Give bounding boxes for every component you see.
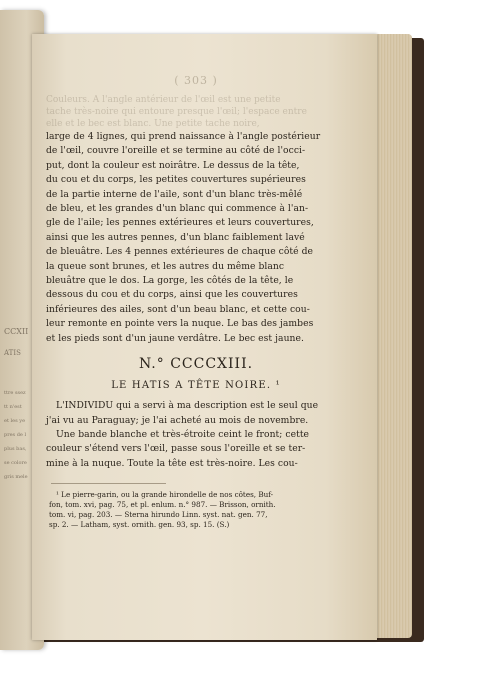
- body-text-line: leur remonte en pointe vers la nuque. Le bas des jambes: [46, 318, 314, 330]
- section-number: N.° CCCCXIII.: [138, 356, 254, 373]
- section-title: LE HATIS A TÊTE NOIRE. ¹: [111, 380, 281, 392]
- left-page-fragment: ATIS: [4, 349, 21, 357]
- footnote-rule: [51, 483, 166, 484]
- left-page-fragment: et les ye: [4, 418, 26, 424]
- bleed-through-line: elle et le bec est blanc. Une petite tache noire,: [46, 119, 260, 129]
- body-text-line: bleuâtre que le dos. La gorge, les côtés de la tête, le: [46, 275, 294, 287]
- left-page-fragment: ttre ssez: [4, 390, 26, 396]
- footnote-line: fon, tom. xvi, pag. 75, et pl. enlum. n.° 987. — Brisson, ornith.: [49, 500, 276, 510]
- left-page-fragment: tt n'est: [4, 404, 22, 410]
- section-text-line: couleur s'étend vers l'œil, passe sous l'oreille et se ter-: [46, 443, 306, 455]
- left-page-fragment: CCXII: [4, 327, 29, 336]
- bleed-through-line: Couleurs. A l'angle antérieur de l'œil est une petite: [46, 95, 281, 105]
- footnote-line: sp. 2. — Latham, syst. ornith. gen. 93, sp. 15. (S.): [49, 520, 230, 530]
- section-text-line: mine à la nuque. Toute la tête est très-noire. Les cou-: [46, 457, 298, 469]
- page-block-edges: [372, 34, 412, 638]
- book-page: [32, 34, 377, 640]
- body-text-line: de la partie interne de l'aile, sont d'un blanc très-mêlé: [46, 188, 303, 200]
- body-text-line: dessous du cou et du corps, ainsi que les couvertures: [46, 289, 298, 301]
- bleed-through-line: tache très-noire qui entoure presque l'œil; l'espace entre: [46, 107, 307, 117]
- body-text-line: de l'œil, couvre l'oreille et se termine au côté de l'occi-: [46, 145, 306, 157]
- section-text-line: j'ai vu au Paraguay; je l'ai acheté au mois de novembre.: [46, 414, 309, 426]
- page-number: ( 303 ): [174, 74, 218, 87]
- page-text-area: [46, 74, 346, 530]
- left-page-fragment: pres de l: [4, 432, 27, 438]
- body-text-line: inférieures des ailes, sont d'un beau blanc, et cette cou-: [46, 303, 310, 315]
- body-text-line: et les pieds sont d'un jaune verdâtre. Le bec est jaune.: [46, 332, 304, 344]
- left-page-fragment: plus bas,: [4, 446, 27, 452]
- left-page-fragment: se colore: [4, 460, 27, 466]
- body-text-line: du cou et du corps, les petites couvertures supérieures: [46, 174, 306, 186]
- body-text-line: de bleu, et les grandes d'un blanc qui commence à l'an-: [46, 203, 309, 215]
- body-text-line: ainsi que les autres pennes, d'un blanc faiblement lavé: [46, 231, 305, 243]
- footnote-line: tom. vi, pag. 203. — Sterna hirundo Linn. syst. nat. gen. 77,: [49, 510, 268, 520]
- body-text-line: large de 4 lignes, qui prend naissance à l'angle postérieur: [46, 131, 321, 142]
- section-text-line: L'INDIVIDU qui a servi à ma description est le seul que: [56, 400, 319, 412]
- section-text-line: Une bande blanche et très-étroite ceint le front; cette: [56, 428, 310, 440]
- body-text-line: de bleuâtre. Les 4 pennes extérieures de chaque côté de: [46, 246, 314, 258]
- left-page-fragment: gris mele: [4, 474, 28, 480]
- body-text-line: put, dont la couleur est noirâtre. Le dessus de la tête,: [46, 159, 300, 171]
- body-text-line: gle de l'aile; les pennes extérieures et leurs couvertures,: [46, 217, 314, 229]
- footnote-line: ¹ Le pierre-garin, ou la grande hirondelle de nos côtes, Buf-: [56, 490, 274, 500]
- body-text-line: la queue sont brunes, et les autres du même blanc: [46, 260, 285, 272]
